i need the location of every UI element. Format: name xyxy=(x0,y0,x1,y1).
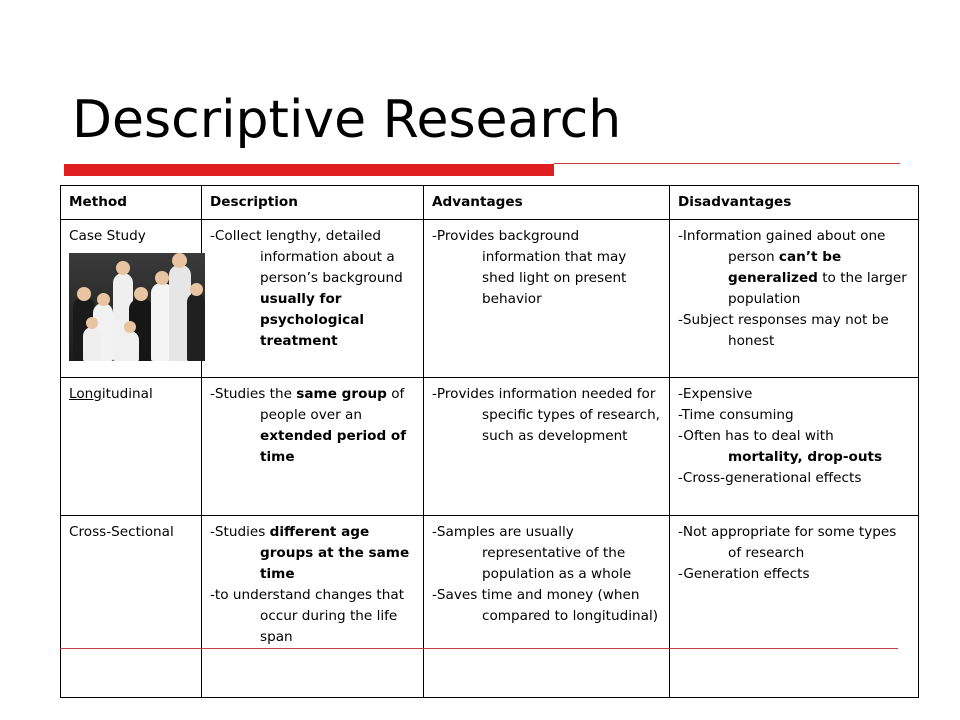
disadvantages-cell xyxy=(670,516,919,698)
method-name-underlined: Long xyxy=(69,386,102,402)
title-divider-line xyxy=(554,163,900,164)
description-line xyxy=(210,384,415,468)
advantages-cell xyxy=(424,378,670,516)
slide-title: Descriptive Research xyxy=(72,90,622,150)
disadvantages-cell xyxy=(670,220,919,378)
description-text: -Collect lengthy, detailed information about a person’s background xyxy=(210,228,403,286)
header-disadvantages: Disadvantages xyxy=(670,186,919,220)
family-photo xyxy=(69,253,205,361)
disadvantage-text: -Expensive xyxy=(678,386,753,402)
description-emphasis: usually for psychological treatment xyxy=(260,291,365,349)
method-cell xyxy=(61,220,202,378)
description-emphasis: same group xyxy=(296,386,387,402)
disadvantage-text: -Generation effects xyxy=(678,566,810,582)
advantage-text: -Provides background information that may shed light on present behavior xyxy=(432,228,627,307)
advantage-text: -Samples are usually representative of the population as a whole xyxy=(432,524,632,582)
advantages-cell xyxy=(424,516,670,698)
advantage-text: -Provides information needed for specific types of research, such as development xyxy=(432,386,661,444)
disadvantage-text: -Information gained about one person xyxy=(678,228,886,265)
description-text: -to understand changes that occur during the life span xyxy=(210,587,405,645)
table-row xyxy=(61,516,919,698)
table-row xyxy=(61,378,919,516)
disadvantage-text: -Often has to deal with xyxy=(678,428,834,444)
method-cell xyxy=(61,516,202,698)
description-emphasis: extended period of time xyxy=(260,428,407,465)
header-description: Description xyxy=(202,186,424,220)
method-name-rest: itudinal xyxy=(101,386,153,402)
disadvantage-line xyxy=(678,310,910,352)
method-cell xyxy=(61,378,202,516)
description-text: of people over an xyxy=(260,386,405,423)
disadvantage-line xyxy=(678,426,910,468)
title-accent-bar xyxy=(64,164,554,176)
disadvantage-emphasis: can’t be generalized xyxy=(728,249,842,286)
disadvantage-line xyxy=(678,468,910,489)
description-text: -Studies the xyxy=(210,386,297,402)
description-text: -Studies xyxy=(210,524,270,540)
description-emphasis: different age groups at the same time xyxy=(260,524,410,582)
disadvantage-line xyxy=(678,384,910,405)
disadvantage-line xyxy=(678,405,910,426)
advantage-line xyxy=(432,226,661,310)
advantage-text: -Saves time and money (when compared to longitudinal) xyxy=(432,587,659,624)
description-line xyxy=(210,522,415,585)
description-line xyxy=(210,226,415,352)
header-method: Method xyxy=(61,186,202,220)
method-name: Case Study xyxy=(69,228,146,244)
method-name xyxy=(69,384,193,405)
disadvantage-line xyxy=(678,226,910,310)
advantage-line xyxy=(432,384,661,447)
table-header-row xyxy=(61,186,919,220)
description-cell xyxy=(202,220,424,378)
disadvantage-text: -Subject responses may not be honest xyxy=(678,312,889,349)
advantages-cell xyxy=(424,220,670,378)
disadvantage-text: -Not appropriate for some types of research xyxy=(678,524,897,561)
bottom-divider-line xyxy=(60,648,898,649)
disadvantages-cell xyxy=(670,378,919,516)
advantage-line xyxy=(432,585,661,627)
research-methods-table xyxy=(60,185,919,698)
disadvantage-text: -Cross-generational effects xyxy=(678,470,862,486)
disadvantage-emphasis: mortality, drop-outs xyxy=(728,449,883,465)
description-cell xyxy=(202,516,424,698)
disadvantage-text: to the larger population xyxy=(728,270,907,307)
method-name: Cross-Sectional xyxy=(69,524,174,540)
disadvantage-line xyxy=(678,522,910,564)
description-line xyxy=(210,585,415,648)
description-cell xyxy=(202,378,424,516)
table-row xyxy=(61,220,919,378)
disadvantage-text: -Time consuming xyxy=(678,407,794,423)
header-advantages: Advantages xyxy=(424,186,670,220)
advantage-line xyxy=(432,522,661,585)
disadvantage-line xyxy=(678,564,910,585)
